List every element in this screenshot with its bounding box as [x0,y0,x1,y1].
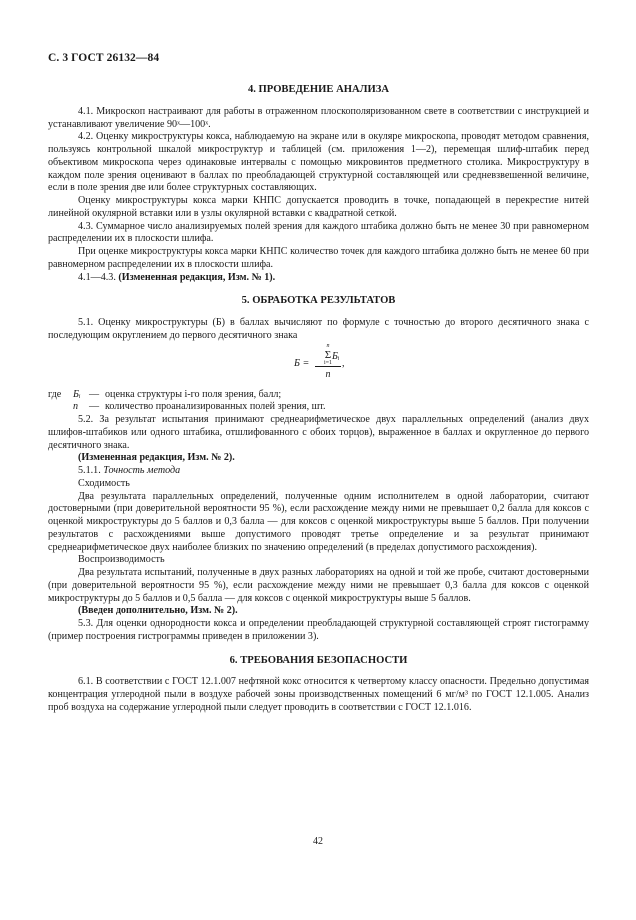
paragraph-4-3-knps: При оценке микроструктуры кокса марки КНПС количество точек для каждого штабика должно быть не менее 60 при равномерном распределении их в плоскости шлифа. [48,246,589,270]
running-header: С. 3 ГОСТ 26132—84 [48,52,160,64]
legend-where: где [48,388,62,400]
formula-fraction-bar [315,366,341,367]
formula-denominator: n [325,368,331,380]
page-number: 42 [313,836,323,847]
paragraph-4-1: 4.1. Микроскоп настраивают для работы в отраженном плоскополяризованном свете в соответствии с инструкцией и устанавливают увеличение 90ˣ—100ˣ. [48,105,589,130]
section-5-title: 5. ОБРАБОТКА РЕЗУЛЬТАТОВ [241,295,396,307]
formula-numerator: Бᵢ [332,350,340,362]
legend-text-n: количество проанализированных полей зрения, шт. [105,401,326,413]
legend-dash: — [89,388,100,400]
page-body [48,84,589,715]
paragraph-5-1-1 [48,465,589,478]
amendment-note-4-ref: 4.1—4.3. [78,271,119,283]
paragraph-5-1: 5.1. Оценку микроструктуры (Б) в баллах вычисляют по формуле с точностью до второго десятичного знака с последующим округлением до первого десятичного знака [48,317,589,341]
paragraph-5-3: 5.3. Для оценки однородности кокса и определении преобладающей структурной составляющей строят гистограмму (пример построения гистрограммы приведен в приложении 3). [48,618,589,642]
paragraph-4-3: 4.3. Суммарное число анализируемых полей зрения для каждого штабика должно быть не менее 30 при равномерном распределении их в плоскости шлифа. [48,220,589,245]
subheading-reproducibility: Воспроизводимость [78,554,165,566]
amendment-note-4-text: (Измененная редакция, Изм. № 1). [118,271,276,283]
formula-microstructure [48,343,589,389]
formula-sum-sign: Σ [324,348,332,361]
legend-dash: — [89,401,100,413]
formula-sum-lower: i=1 [323,359,333,366]
legend-row-bi [48,389,589,402]
legend-symbol-bi: Бᵢ [73,388,81,400]
paragraph-4-2: 4.2. Оценку микроструктуры кокса, наблюдаемую на экране или в окуляре микроскопа, проводят методом сравнения, пользуясь контрольной шкалой микроструктур и таблицей (см. приложения 1—2), перемещая шлиф-штабик перед объективом микроскопа через одинаковые интервалы с помощью микровинтов предметного столика. Микроструктуру в каждом поле зрения оценивают в баллах по преобладающей структурной составляющей или средневзвешенной величине, если в поле зрения две или более структурных составляющих. [48,131,589,194]
formula-comma: , [342,357,345,369]
formula-legend [48,389,589,415]
amendment-note-4 [48,272,589,285]
formula-lhs: Б = [294,357,310,369]
amendment-note-5-2: (Измененная редакция, Изм. № 2). [78,452,235,464]
amendment-note-5-added: (Введен дополнительно, Изм. № 2). [78,605,238,617]
paragraph-5-1-1-ref: 5.1.1. [78,465,104,476]
paragraph-6-1: 6.1. В соответствии с ГОСТ 12.1.007 нефтяной кокс относится к четвертому классу опасности. Предельно допустимая концентрация углеродной пыли в воздухе рабочей зоны производственных помещений 6 мг/м³ по ГОСТ 12.1.005. Анализ проб воздуха на содержание углеродной пыли следует проводить в соответствии с ГОСТ 12.1.016. [48,676,589,713]
legend-row-n [48,401,589,414]
paragraph-5-1-1-title: Точность метода [103,465,181,476]
legend-text-bi: оценка структуры i-го поля зрения, балл; [105,388,282,400]
legend-symbol-n: n [73,401,79,413]
formula-fraction [315,342,341,380]
paragraph-5-2: 5.2. За результат испытания принимают среднеарифметическое двух параллельных определений (анализ двух шлифов-штабиков или одного штабика, отшлифованного с обоих торцов), выраженное в баллах и округленное до первого десятичного знака. [48,414,589,451]
section-6-title: 6. ТРЕБОВАНИЯ БЕЗОПАСНОСТИ [229,654,408,666]
paragraph-repeatability: Два результата параллельных определений, полученные одним исполнителем в одной лаборатории, считают достоверными (при доверительной вероятности 95 %), если расхождение между ними не превышает 0,2 балла для коксов с оценкой микроструктуры до 5 баллов и 0,3 балла — для коксов с оценкой микроструктуры выше 5 баллов. При получении результатов с расхождениями выше допустимого проводят третье определение и за результат принимают среднеарифметическое двух наиболее близких по значению определений (в пределах допустимого расхождения). [48,490,589,553]
subheading-repeatability: Сходимость [78,477,130,489]
formula-sum-upper: n [326,342,330,349]
section-4-title: 4. ПРОВЕДЕНИЕ АНАЛИЗА [247,84,390,95]
paragraph-4-2-knps: Оценку микроструктуры кокса марки КНПС допускается проводить в точке, попадающей в перекрестие нитей линейной окулярной вставки или в узлы окулярной вставки с квадратной сеткой. [48,195,589,219]
paragraph-reproducibility: Два результата испытаний, полученные в двух разных лабораториях на одной и той же пробе, считают достоверными (при доверительной вероятности 95 %), если расхождение между ними не превышает 0,3 балла для коксов с оценкой микроструктуры до 5 баллов и 0,5 балла — для коксов с оценкой микроструктуры выше 5 баллов. [48,567,589,604]
